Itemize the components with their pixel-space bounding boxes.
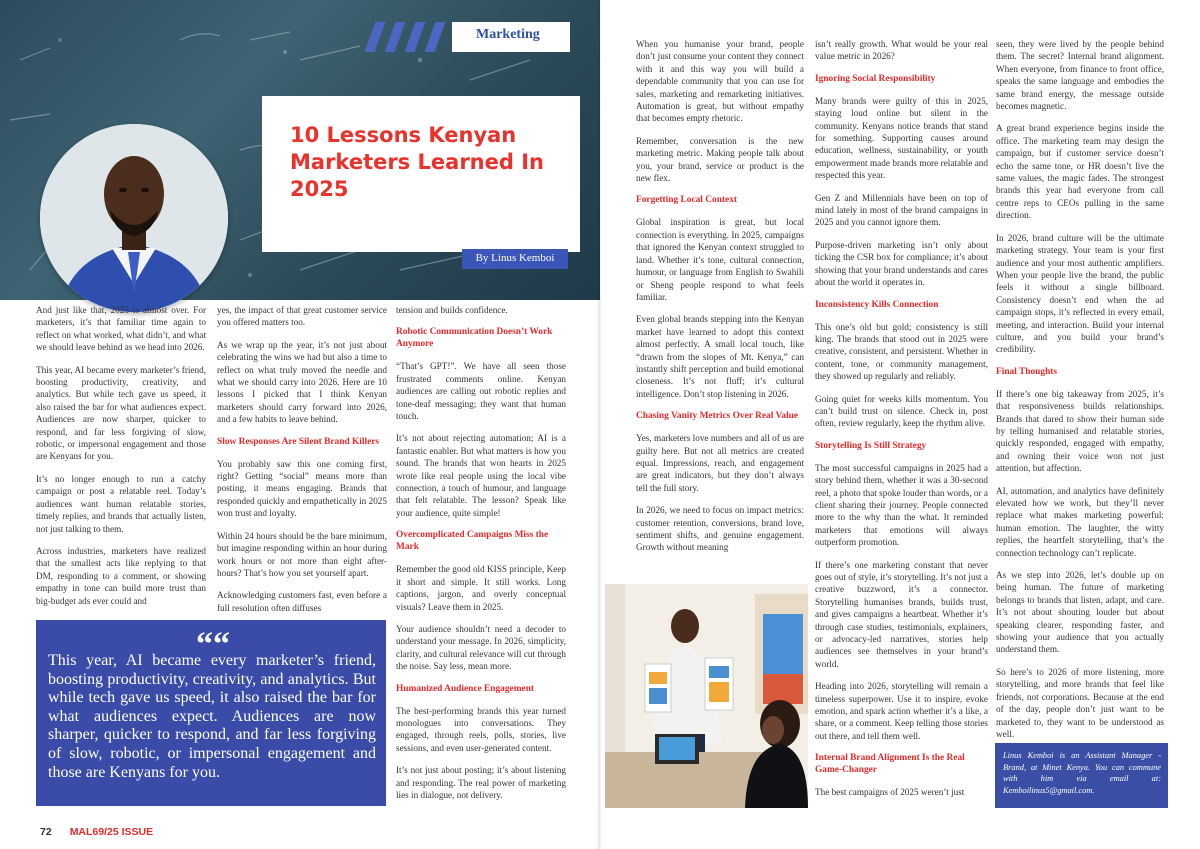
page-gutter	[598, 0, 602, 849]
subheading: Humanized Audience Engagement	[396, 683, 535, 694]
paragraph: As we wrap up the year, it’s not just about celebrating the wins we had but also a time to reflect on what truly moved the needle and what we should carry into 2026. Here are 10 lessons I picked that I think Kenyan marketers should carry forward into 2026, and a few habits to leave behind.	[217, 339, 387, 425]
paragraph: Yes, marketers love numbers and all of us are guilty here. But not all metrics are created equal. Impressions, reach, and engagement are great indicators, but they don’t always tell the full story.	[636, 433, 804, 493]
paragraph: A great brand experience begins inside the office. The marketing team may design the campaign, but if customer service doesn’t echo the same tone, or HR doesn’t live the same values, the magic fades. The strongest brands this year had everyone from call centre reps to CEOs pulling in the same direction.	[996, 123, 1164, 221]
column-6	[996, 38, 1164, 750]
paragraph: Global inspiration is great, but local connection is everything. In 2025, campaigns that ignored the Kenyan context struggled to land. Whether it’s tone, cultural connection, humour, or language from English to Swahili or Sheng people respond to what feels familiar.	[636, 217, 804, 302]
author-portrait	[40, 124, 228, 312]
paragraph: The best campaigns of 2025 weren’t just	[815, 787, 965, 798]
quote-mark-icon: ““	[196, 626, 230, 663]
paragraph: Your audience shouldn’t need a decoder to understand your message. In 2026, simplicity, clarity, and cultural relevance will cut through the noise. Say less, mean more.	[396, 623, 566, 672]
paragraph: Within 24 hours should be the bare minimum, but imagine responding within an hour during work hours or not more than eight after-hours? That’s how you set yourself apart.	[217, 530, 387, 578]
paragraph: Across industries, marketers have realized that the smallest acts like replying to that DM, responding to a comment, or showing empathy in tone can build more trust than big-budget ads ever could and	[36, 545, 206, 606]
column-3	[396, 304, 566, 811]
column-4	[636, 38, 804, 564]
page-footer	[40, 826, 153, 838]
subheading: Ignoring Social Responsibility	[815, 73, 936, 84]
article-title: 10 Lessons Kenyan Marketers Learned In 2025	[290, 123, 544, 201]
column-1	[36, 304, 206, 617]
paragraph: In 2026, we need to focus on impact metrics: customer retention, conversions, brand love, sentiment shifts, and genuine engagement. Growth without meaning	[636, 505, 804, 553]
author-portrait-graphic	[40, 124, 228, 312]
paragraph: seen, they were lived by the people behind them. The secret? Internal brand alignment. When everyone, from finance to front office, speaks the same language and embodies the same brand energy, the message outside becomes magnetic.	[996, 39, 1164, 112]
pull-quote: This year, AI became every marketer’s friend, boosting productivity, creativity, and analytics. But while tech gave us speed, it also raised the bar for what audiences expect. Audiences are now sharper, quicker to respond, and far less forgiving of slow, robotic, or impersonal engagement and those are Kenyans for you.	[48, 652, 376, 781]
paragraph: Remember the good old KISS principle, Keep it short and simple. It still works. Long captions, jargon, and overly conceptual visuals? Leave them in 2025.	[396, 564, 566, 612]
column-5	[815, 38, 988, 809]
presentation-photo-graphic	[605, 584, 808, 808]
paragraph: It’s no longer enough to run a catchy campaign or post a relatable reel. Today’s audiences want human relatable stories, timely replies, and brands that actually listen, not just talking to them.	[36, 473, 206, 534]
paragraph: It’s not just about posting; it’s about listening and responding. The real power of marketing lies in dialogue, not delivery.	[396, 765, 566, 800]
title-box	[262, 96, 580, 252]
section-tag-label: Marketing	[476, 27, 540, 42]
paragraph: When you humanise your brand, people don’t just consume your content they connect with it and this way you will build a dependable community that you can use for sales, marketing and remarketing initiatives. Automation is great, but without empathy that becomes empty rhetoric.	[636, 39, 804, 124]
byline-box	[462, 249, 568, 269]
subheading: Storytelling Is Still Strategy	[815, 440, 927, 451]
paragraph: The best-performing brands this year turned monologues into conversations. They engaged, through reels, polls, stories, live sessions, and even user-generated content.	[396, 705, 566, 753]
paragraph: Purpose-driven marketing isn’t only about ticking the CSR box for compliance; it’s about showing that your brand understands and cares about the world it operates in.	[815, 239, 988, 288]
paragraph: It’s not about rejecting automation; AI is a fantastic enabler. But what matters is how you sound. The brands that won hearts in 2025 wrote like real people using the local vibe connection, a touch of humour, and language that felt relatable. The lesson? Speak like your audience, quite simple!	[396, 433, 566, 518]
paragraph: isn’t really growth. What would be your real value metric in 2026?	[815, 39, 988, 62]
paragraph: You probably saw this one coming first, right? Getting “social” means more than posting, it means engaging. Brands that responded quickly and empathetically in 2025 won trust and loyalty.	[217, 458, 387, 519]
subheading: Forgetting Local Context	[636, 195, 738, 206]
paragraph: yes, the impact of that great customer service you offered matters too.	[217, 305, 387, 328]
paragraph: Remember, conversation is the new marketing metric. Making people talk about you, your brand, service or product is the new flex.	[636, 135, 804, 184]
paragraph: This year, AI became every marketer’s friend, boosting productivity, creativity, and analytics. But while tech gave us speed, it also raised the bar for what audiences expect. Audiences are now sharper, quicker to respond, and far less forgiving of slow, robotic, or impersonal engagement and those are Kenyans for you.	[36, 364, 206, 462]
presentation-photo	[605, 584, 808, 808]
paragraph: This one’s old but gold; consistency is still king. The brands that stood out in 2025 were creative, consistent, and persistent. Whether in content, tone, or community management, they showed up regularly and reliably.	[815, 321, 988, 382]
paragraph: In 2026, brand culture will be the ultimate marketing strategy. Your team is your first audience and your most authentic amplifiers. When your people live the brand, the public feels it without a single billboard. Consistency doesn’t end when the ad campaign stops, it’s reflected in every email, meeting, and interaction. Build your internal culture, and you build your brand’s credibility.	[996, 232, 1164, 355]
issue-label: MAL69/25 ISSUE	[69, 826, 154, 838]
paragraph: As we step into 2026, let’s double up on being human. The future of marketing belongs to brands that listen, adapt, and care. It’s not about shouting louder but about speaking clearer, responding faster, and showing your audience that you actually understand them.	[996, 570, 1164, 655]
subheading: Internal Brand Alignment Is the Real Game-Changer	[815, 753, 965, 776]
paragraph: If there’s one marketing constant that never goes out of style, it’s storytelling. It’s not just a creative buzzword, it’s a connector. Storytelling humanises brands, builds trust, and gives campaigns a heartbeat. Whether it’s through case studies, testimonials, explainers, or advocacy-led narratives, stories help audiences see themselves in your brand’s world.	[815, 559, 988, 669]
paragraph: The most successful campaigns in 2025 had a story behind them, whether it was a 30-second reel, a photo that spoke louder than words, or a client sharing their journey. People connected more to the why than the what. It reminded marketers that emotions will always outperform promotion.	[815, 462, 988, 548]
column-2	[217, 304, 387, 624]
paragraph: And just like that, 2025 is almost over. For marketers, it’s that familiar time again to reflect on what worked, what didn’t, and what we should leave behind as we head into 2026.	[36, 305, 206, 353]
paragraph: Even global brands stepping into the Kenyan market have learned to adopt this context almost perfectly. A small local touch, like “drawn from the slopes of Mt. Kenya,” can instantly shift perception and build emotional closeness. It’s not fluff; it’s cultural intelligence. Don’t stop listening in 2026.	[636, 314, 804, 399]
author-bio: Linus Kemboi is an Assistant Manager - Brand, at Minet Kenya. You can commune with him via email at: Kemboilinus5@gmail.com.	[1003, 751, 1161, 795]
subheading: Chasing Vanity Metrics Over Real Value	[636, 411, 799, 422]
pull-quote-box	[36, 620, 386, 806]
subheading: Robotic Communication Doesn’t Work Anymore	[396, 327, 553, 350]
paragraph: Heading into 2026, storytelling will remain a timeless superpower. Use it to inspire, evoke emotion, and spark action whether it’s a like, a share, or a comment. Keep telling those stories out there, and tell them well.	[815, 681, 988, 741]
byline: By Linus Kemboi	[475, 252, 555, 264]
paragraph: “That’s GPT!”. We have all seen those frustrated comments online. Kenyan audiences are calling out robotic replies and tone-deaf messaging; they want that human touch.	[396, 361, 566, 422]
subheading: Inconsistency Kills Connection	[815, 299, 939, 310]
subheading: Final Thoughts	[996, 366, 1058, 377]
author-bio-box	[995, 743, 1168, 808]
page-number: 72	[40, 826, 52, 838]
paragraph: Going quiet for weeks kills momentum. You can’t build trust on silence. Check in, post often, review regularly, keep the rhythm alive.	[815, 393, 988, 429]
paragraph: Acknowledging customers fast, even before a full resolution often diffuses	[217, 590, 387, 613]
paragraph: Many brands were guilty of this in 2025, staying loud online but silent in the community. Kenyans notice brands that stand for something. Supporting causes around education, wellness, sustainability, or youth empowerment made brands more relatable and respected this year.	[815, 95, 988, 181]
section-tag	[452, 22, 570, 52]
subheading: Slow Responses Are Silent Brand Killers	[217, 436, 380, 447]
paragraph: Gen Z and Millennials have been on top of mind lately in most of the brand campaigns in 2025 and you cannot ignore them.	[815, 192, 988, 228]
paragraph: So here’s to 2026 of more listening, more storytelling, and more brands that feel like friends, not corporations. Because at the end of the day, people don’t just want to be marketed to, they want to be understood as well.	[996, 666, 1164, 739]
subheading: Overcomplicated Campaigns Miss the Mark	[396, 530, 549, 553]
paragraph: AI, automation, and analytics have definitely elevated how we work, but they’ll never replace what makes marketing powerful: human emotion. The laughter, the witty replies, the heartfelt storytelling, that’s the connection technology can’t replicate.	[996, 485, 1164, 558]
paragraph: tension and builds confidence.	[396, 305, 508, 315]
paragraph: If there’s one big takeaway from 2025, it’s that responsiveness builds relationships. Brands that dared to show their human side by telling humanised and relatable stories, quickly responded, engaged with empathy, and owning their voice won not just attention, but affection.	[996, 388, 1164, 474]
